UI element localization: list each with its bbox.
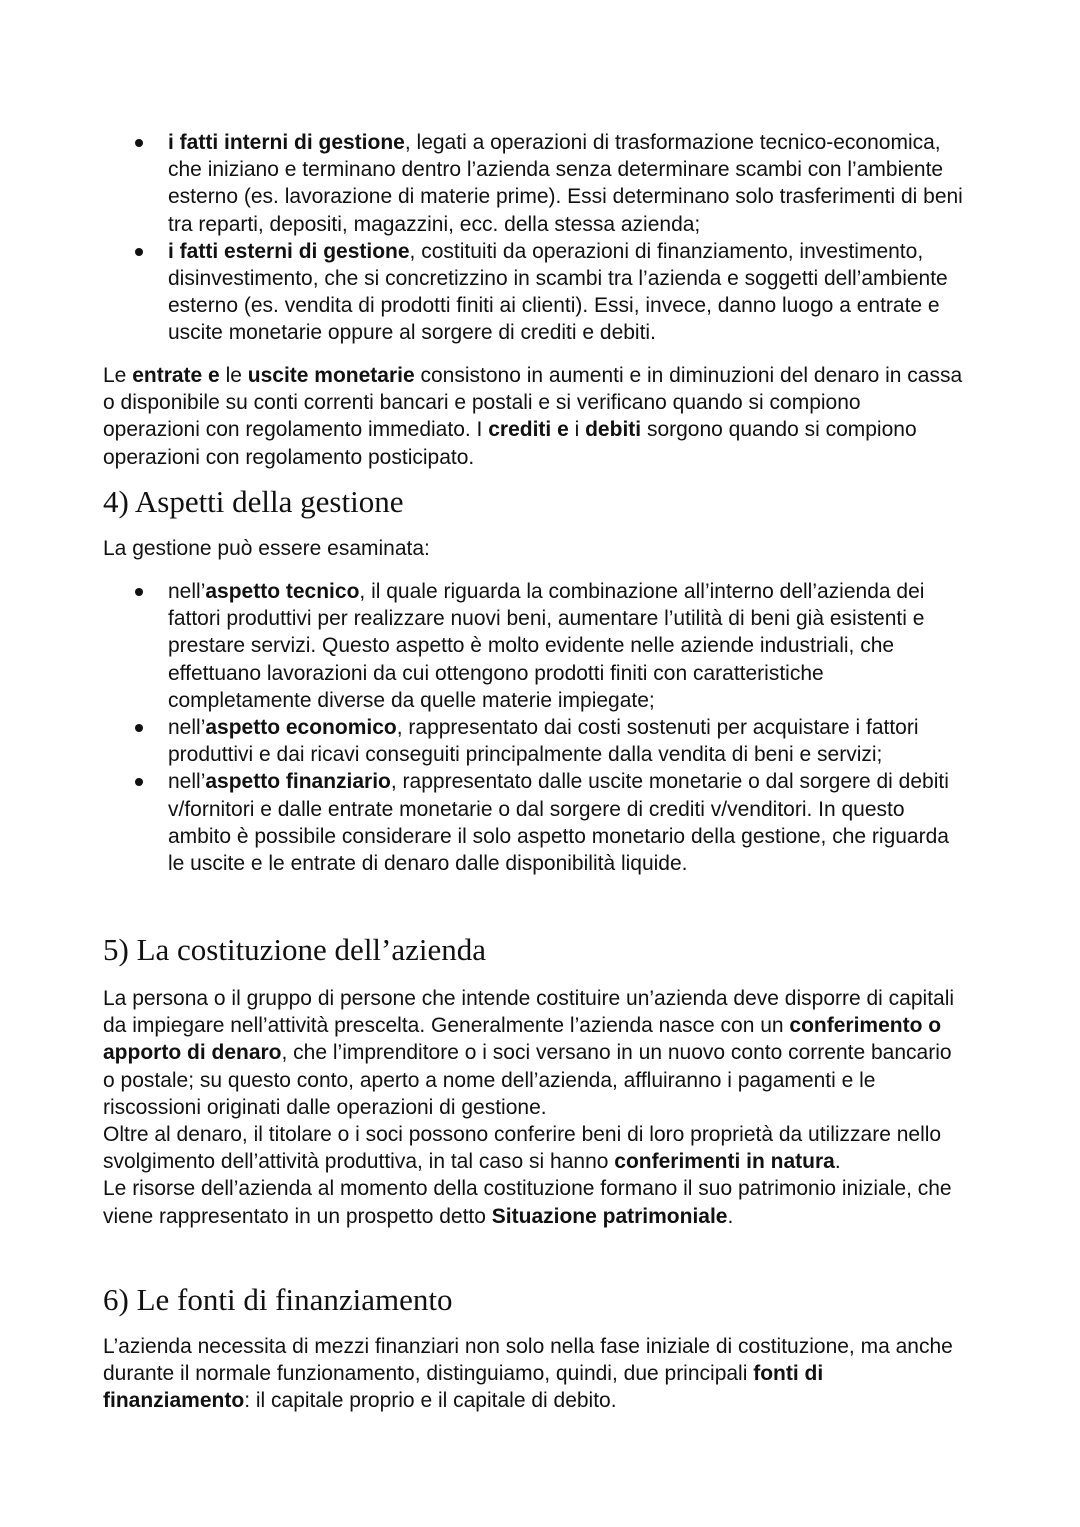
paragraph <box>103 1333 963 1415</box>
text-run: : il capitale proprio e il capitale di debito. <box>244 1389 617 1413</box>
text-run: Le risorse dell’azienda al momento della costituzione formano il suo patrimonio iniziale, che viene rappresentato in un prospetto detto <box>103 1177 952 1228</box>
text-run: . <box>834 1150 841 1174</box>
bold-term: aspetto tecnico <box>205 580 360 603</box>
list-item <box>103 129 963 238</box>
paragraph <box>103 985 963 1121</box>
text-run: i <box>568 418 586 442</box>
text-run: nell’ <box>168 580 206 603</box>
section-6-heading: 6) Le fonti di finanziamento <box>103 1282 453 1317</box>
text-run: . <box>727 1204 734 1228</box>
bold-term: conferimenti in natura <box>614 1150 835 1174</box>
list-item <box>103 238 963 347</box>
bold-term: conferimento o apporto di denaro <box>103 1014 942 1065</box>
list-item-text: , legati a operazioni di trasformazione tecnico-economica, che iniziano e terminano dentro l’azienda senza determinare scambi con l’ambiente esterno (es. lavorazione di materie prime). Essi determinano solo trasferimenti di beni tra reparti, depositi, magazzini, ecc. della stessa azienda; <box>168 131 963 236</box>
text-run: consistono in aumenti e in diminuzioni del denaro in cassa o disponibile su conti correnti bancari e postali e si verificano quando si compiono operazioni con regolamento immediato. I <box>103 364 963 442</box>
list-item <box>103 768 963 877</box>
list-item-text: , costituiti da operazioni di finanziamento, investimento, disinvestimento, che si concretizzino in scambi tra l’azienda e soggetti dell’ambiente esterno (es. vendita di prodotti finiti ai clienti). Essi, invece, danno luogo a entrate e uscite monetarie oppure al sorgere di crediti e debiti. <box>168 239 948 345</box>
bold-term: fonti di finanziamento <box>103 1362 824 1413</box>
section-4-intro <box>103 535 963 562</box>
text-run: nell’ <box>168 716 206 740</box>
bold-term: uscite monetarie <box>247 364 415 387</box>
bold-term: i fatti interni di gestione <box>168 131 405 154</box>
bold-term: aspetto finanziario <box>205 770 391 794</box>
bold-term: aspetto economico <box>205 716 397 740</box>
paragraph <box>103 1121 963 1175</box>
section-5-body <box>103 985 963 1230</box>
text-run: , che l’imprenditore o i soci versano in un nuovo conto corrente bancario o postale; su questo conto, aperto a nome dell’azienda, affluiranno i pagamenti e le riscossioni originati dalle operazioni di gestione. <box>103 1041 952 1119</box>
list-item <box>103 714 963 768</box>
gestione-facts-list <box>103 129 963 347</box>
text-run: sorgono quando si compiono operazioni con regolamento posticipato. <box>103 418 917 469</box>
section-4-list-block <box>103 578 963 877</box>
text-run: La persona o il gruppo di persone che intende costituire un’azienda deve disporre di capitali da impiegare nell’attività prescelta. Generalmente l’azienda nasce con un <box>103 987 955 1038</box>
bold-term: entrate e <box>132 364 220 387</box>
bold-term: Situazione patrimoniale <box>491 1204 728 1228</box>
bold-term: debiti <box>585 418 642 442</box>
section-4-heading: 4) Aspetti della gestione <box>103 484 404 519</box>
bold-term: i fatti esterni di gestione <box>168 239 410 263</box>
aspetti-list <box>103 578 963 877</box>
section-6-body <box>103 1333 963 1415</box>
text-run: , rappresentato dai costi sostenuti per acquistare i fattori produttivi e dai ricavi conseguiti principalmente dalla vendita di beni e servizi; <box>168 716 919 767</box>
text-run: Oltre al denaro, il titolare o i soci possono conferire beni di loro proprietà da utilizzare nello svolgimento dell’attività produttiva, in tal caso si hanno <box>103 1123 942 1174</box>
paragraph: La gestione può essere esaminata: <box>103 537 430 560</box>
entrate-uscite-paragraph <box>103 362 963 471</box>
section-5-heading: 5) La costituzione dell’azienda <box>103 932 487 967</box>
bold-term: crediti e <box>488 418 569 442</box>
list-item <box>103 578 963 714</box>
text-run: , rappresentato dalle uscite monetarie o dal sorgere di debiti v/fornitori e dalle entrate monetarie o dal sorgere di crediti v/venditori. In questo ambito è possibile considerare il solo aspetto monetario della gestione, che riguarda le uscite e le entrate di denaro dalle disponibilità liquide. <box>168 770 949 876</box>
text-run: le <box>219 364 248 387</box>
text-run: Le <box>103 364 133 387</box>
paragraph <box>103 1175 963 1229</box>
text-run: L’azienda necessita di mezzi finanziari non solo nella fase iniziale di costituzione, ma anche durante il normale funzionamento, distinguiamo, quindi, due principali <box>103 1335 953 1386</box>
gestione-facts-list-block <box>103 129 963 347</box>
text-run: , il quale riguarda la combinazione all’interno dell’azienda dei fattori produttivi per realizzare nuovi beni, aumentare l’utilità di beni già esistenti e prestare servizi. Questo aspetto è molto evidente nelle aziende industriali, che effettuano lavorazioni da cui ottengono prodotti finiti con caratteristiche completamente diverse da quelle materie impiegate; <box>168 580 925 712</box>
paragraph <box>103 362 963 471</box>
text-run: nell’ <box>168 770 206 794</box>
